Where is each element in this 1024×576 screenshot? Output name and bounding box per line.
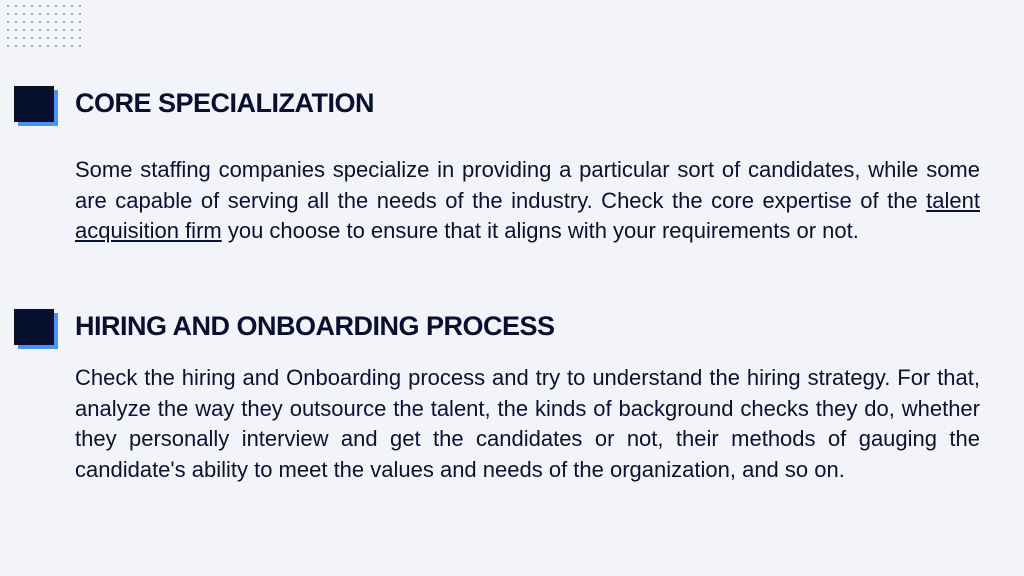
section-marker-icon [14, 309, 58, 349]
section-body: Check the hiring and Onboarding process and try to understand the hiring strategy. For that, analyze the way they outsource the talent, the kinds of background checks they do, whether they personally interview and get the candidates or not, their methods of gauging the candidate's ability to meet the values and needs of the organization, and so on. [75, 365, 980, 482]
body-text-part: you choose to ensure that it aligns with your requirements or not. [221, 218, 859, 243]
section-heading: CORE SPECIALIZATION [75, 88, 375, 118]
marker-square [14, 86, 54, 122]
body-text-part: Some staffing companies specialize in providing a particular sort of candidates, while some are capable of serving all the needs of the industry. Check the core expertise of the [75, 157, 980, 213]
section-marker-icon [14, 86, 58, 126]
section-body [75, 155, 980, 247]
marker-square [14, 309, 54, 345]
section-heading: HIRING AND ONBOARDING PROCESS [75, 311, 555, 341]
decorative-dot-grid [4, 2, 86, 48]
talent-acquisition-firm-link[interactable]: talent acquisition firm [75, 187, 980, 243]
